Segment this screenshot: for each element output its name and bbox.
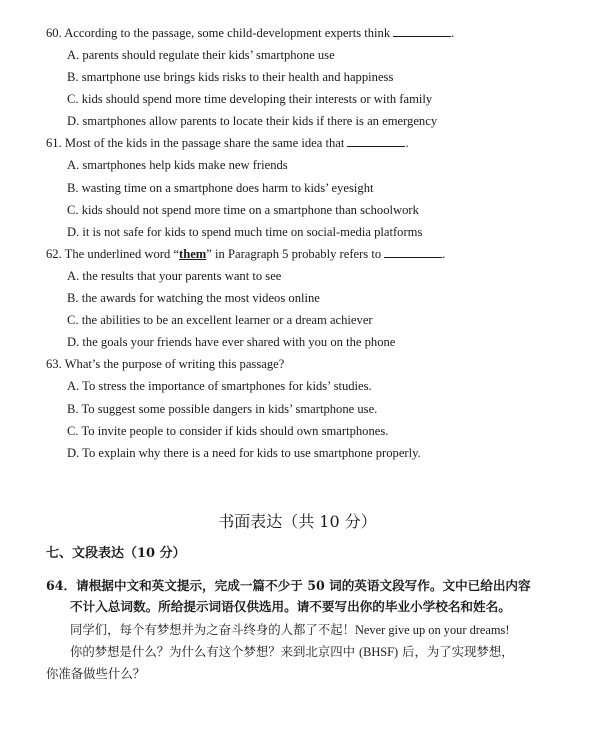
question-63-stem: 63. What’s the purpose of writing this passage? (46, 357, 285, 371)
question-62-option-a: A. the results that your parents want to see (67, 269, 282, 283)
question-stem-end: . (451, 26, 455, 40)
question-60-option-b: B. smartphone use brings kids risks to their health and happiness (67, 70, 394, 84)
question-stem-text: 61. Most of the kids in the passage share the same idea that (46, 136, 348, 150)
question-61-option-d: D. it is not safe for kids to spend much time on social-media platforms (67, 225, 423, 239)
prompt-english-text: Never give up on your dreams! (354, 623, 510, 637)
underlined-word: them (179, 247, 207, 261)
question-62-option-b: B. the awards for watching the most videos online (67, 291, 320, 305)
writing-prompt-line1 (70, 621, 509, 639)
question-62-stem (46, 246, 445, 262)
question-stem-end: . (442, 247, 446, 261)
question-64-instruction-line1: 64．请根据中文和英文提示，完成一篇不少于 50 词的英语文段写作。文中已给出内容 (46, 578, 531, 593)
question-63-option-c: C. To invite people to consider if kids should own smartphones. (67, 424, 389, 438)
sub-section-title: 七、文段表达（10 分） (46, 546, 186, 561)
question-stem-end: . (405, 136, 409, 150)
question-62-option-c: C. the abilities to be an excellent learner or a dream achiever (67, 313, 373, 327)
question-63-option-d: D. To explain why there is a need for kids to use smartphone properly. (67, 446, 421, 460)
writing-prompt-line2 (70, 643, 514, 661)
question-60-option-c: C. kids should spend more time developing their interests or with family (67, 92, 433, 106)
question-61-option-b: B. wasting time on a smartphone does harm to kids’ eyesight (67, 181, 374, 195)
question-stem-text: 60. According to the passage, some child-development experts think (46, 26, 394, 40)
question-61-stem (46, 135, 409, 151)
question-stem-text: 62. The underlined word “ (46, 247, 180, 261)
question-stem-middle: ” in Paragraph 5 probably refers to (206, 247, 385, 261)
question-63-option-b: B. To suggest some possible dangers in kids’ smartphone use. (67, 402, 378, 416)
answer-blank (384, 246, 442, 258)
section-title: 书面表达（共 10 分） (218, 512, 377, 531)
answer-blank (347, 135, 405, 147)
answer-blank (393, 25, 451, 37)
question-63-option-a: A. To stress the importance of smartphones for kids’ studies. (67, 379, 372, 393)
question-61-option-c: C. kids should not spend more time on a smartphone than schoolwork (67, 203, 419, 217)
prompt-chinese-text: 同学们，每个有梦想并为之奋斗终身的人都了不起！ (70, 622, 355, 637)
question-60-option-a: A. parents should regulate their kids’ smartphone use (67, 48, 335, 62)
prompt-chinese-text: 你的梦想是什么？为什么有这个梦想？来到北京四中 (70, 644, 355, 659)
question-62-option-d: D. the goals your friends have ever shared with you on the phone (67, 335, 396, 349)
question-60-stem (46, 25, 454, 41)
writing-prompt-line3: 你准备做些什么？ (46, 666, 146, 681)
question-61-option-a: A. smartphones help kids make new friends (67, 158, 288, 172)
prompt-chinese-text: 后，为了实现梦想， (402, 644, 514, 659)
question-64-instruction-line2: 不计入总词数。所给提示词语仅供选用。请不要写出你的毕业小学校名和姓名。 (70, 599, 511, 614)
prompt-english-text: (BHSF) (358, 645, 399, 659)
question-60-option-d: D. smartphones allow parents to locate their kids if there is an emergency (67, 114, 438, 128)
